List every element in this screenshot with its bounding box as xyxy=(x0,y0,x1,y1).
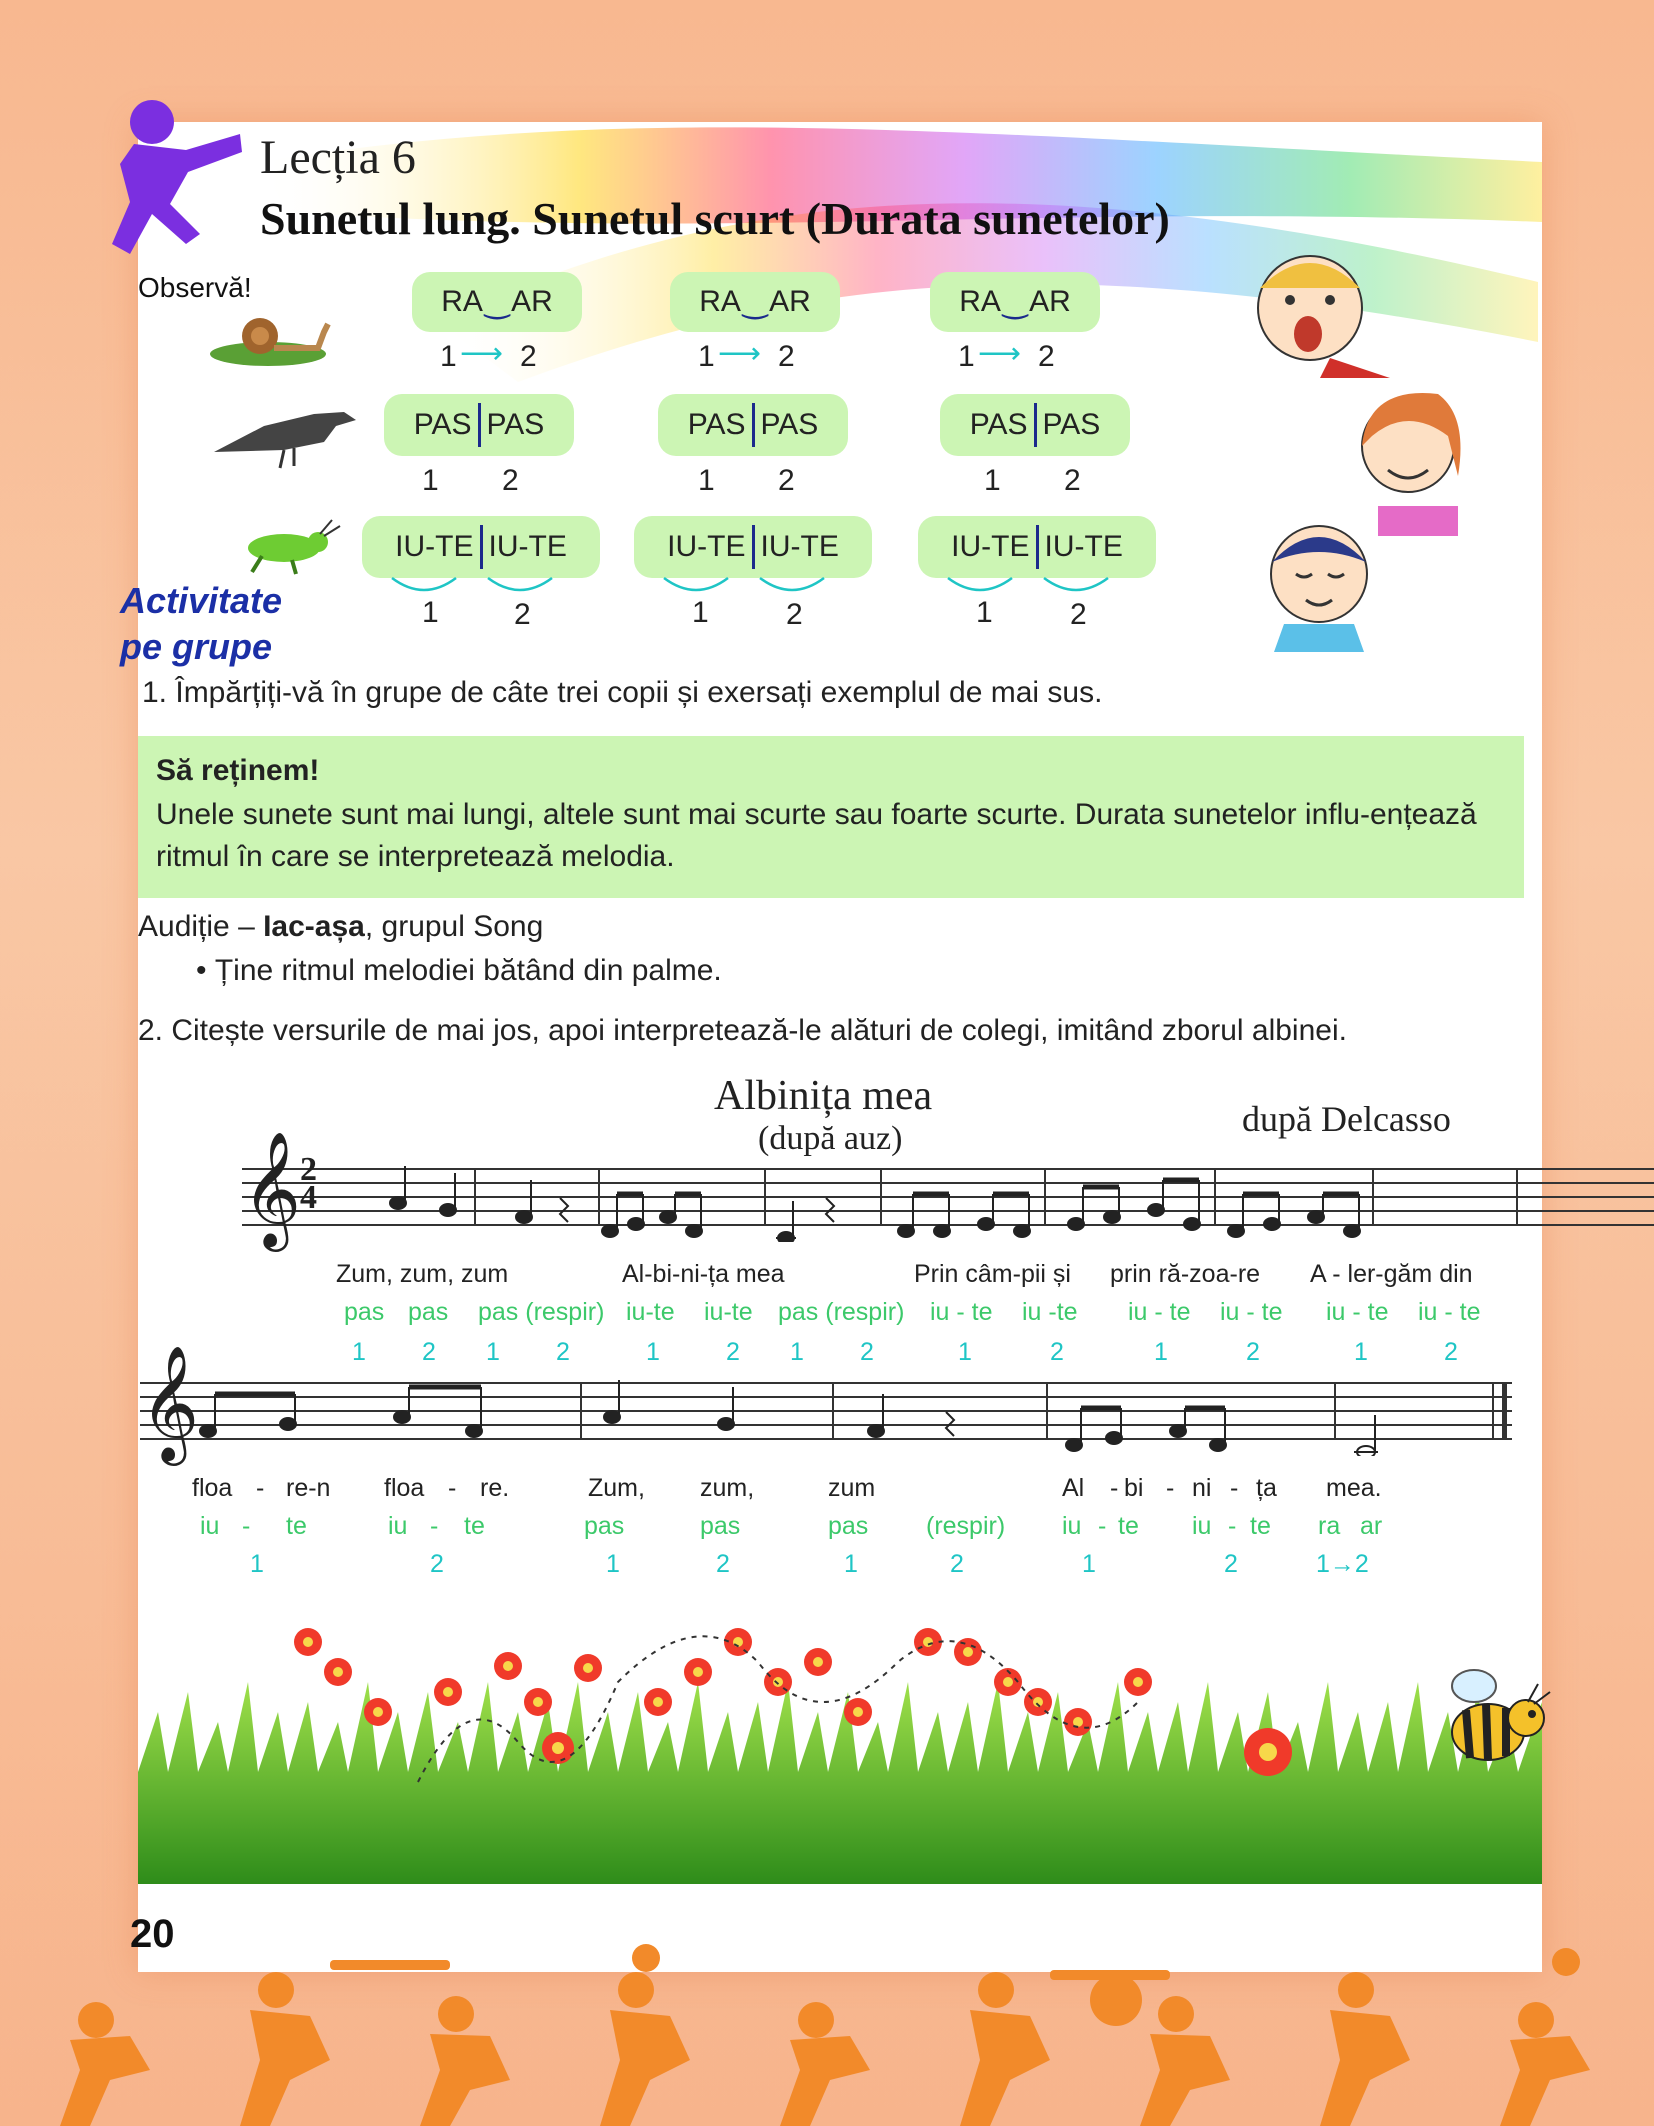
audition-suffix: , grupul Song xyxy=(364,910,544,943)
grasshopper-icon xyxy=(232,516,342,576)
pill-syllable: PAS xyxy=(687,408,746,441)
pill-short-1 xyxy=(362,516,600,578)
short-note-arcs xyxy=(362,574,1162,604)
lyric: zum xyxy=(828,1474,876,1502)
rhythm-syllable: - xyxy=(1098,1512,1107,1540)
pill-syllable: AR xyxy=(1029,285,1071,318)
time-sig-top: 2 xyxy=(300,1151,317,1188)
rhythm-syllable: te xyxy=(1250,1512,1271,1540)
pill-syllable: PAS xyxy=(486,408,545,441)
count-number: 2 xyxy=(1246,1338,1260,1366)
audition-line xyxy=(138,910,543,944)
pill-syllable: PAS xyxy=(413,408,472,441)
rhythm-syllable: ar xyxy=(1360,1512,1383,1540)
trumpeter-silhouette-icon xyxy=(90,94,250,274)
rhythm-syllable: pas (respir) xyxy=(778,1298,905,1326)
pill-syllable: IU-TE xyxy=(667,530,746,563)
pill-syllable: IU-TE xyxy=(760,530,839,563)
rhythm-syllable: pas xyxy=(700,1512,741,1540)
lyric: A - ler-găm din xyxy=(1310,1260,1473,1288)
lyric: Al xyxy=(1062,1474,1085,1502)
count-number: 1→2 xyxy=(1316,1550,1369,1578)
treble-clef-icon: 𝄞 xyxy=(242,1134,302,1245)
lyric: floa xyxy=(192,1474,233,1502)
count-number: 1 xyxy=(984,464,1001,497)
bee-icon xyxy=(1428,1662,1558,1772)
pill-syllable: RA xyxy=(441,285,483,318)
count-number: 2 xyxy=(1050,1338,1064,1366)
grass-flowers-illustration xyxy=(138,1622,1542,1884)
count-number: 2 xyxy=(422,1338,436,1366)
remember-heading: Să reținem! xyxy=(156,754,320,787)
arrow-right-icon: ⟶ xyxy=(718,337,762,370)
arrow-right-icon: ⟶ xyxy=(460,337,504,370)
lyric: - xyxy=(1166,1474,1175,1502)
lesson-number: Lecția 6 xyxy=(260,131,416,184)
lyric: Zum, xyxy=(588,1474,645,1502)
lyric: bi xyxy=(1124,1474,1144,1502)
pill-syllable: AR xyxy=(511,285,553,318)
lyric: re-n xyxy=(286,1474,331,1502)
pill-long-3: RA ‿ AR xyxy=(930,272,1100,332)
observe-label: Observă! xyxy=(138,272,252,303)
rhythm-syllable: iu-te xyxy=(704,1298,753,1326)
pill-syllable: PAS xyxy=(969,408,1028,441)
audition-prefix: Audiție – xyxy=(138,910,264,943)
rhythm-syllable: iu xyxy=(200,1512,220,1540)
lyric: - xyxy=(448,1474,457,1502)
count-number: 1 xyxy=(790,1338,804,1366)
pill-syllable: PAS xyxy=(1042,408,1101,441)
page-number: 20 xyxy=(130,1912,175,1956)
pill-long-2: RA ‿ AR xyxy=(670,272,840,332)
boy-humming-illustration xyxy=(1244,512,1394,652)
pill-medium-1 xyxy=(384,394,574,456)
lyric: - xyxy=(1230,1474,1239,1502)
count-number: 2 xyxy=(860,1338,874,1366)
pill-syllable: IU-TE xyxy=(1044,530,1123,563)
rhythm-syllable: iu-te xyxy=(626,1298,675,1326)
count-number: 1 xyxy=(1082,1550,1096,1578)
lyric: Zum, zum, zum xyxy=(336,1260,509,1288)
singing-boy-illustration xyxy=(1230,238,1390,378)
count-number: 2 xyxy=(430,1550,444,1578)
pill-syllable: RA xyxy=(699,285,741,318)
count-number: 2 xyxy=(520,340,537,373)
rhythm-syllable: ra xyxy=(1318,1512,1341,1540)
count-number: 1 xyxy=(698,464,715,497)
rhythm-syllable: iu -te xyxy=(1022,1298,1078,1326)
count-number: 1 xyxy=(958,1338,972,1366)
rhythm-syllable: - xyxy=(242,1512,251,1540)
rhythm-syllable: pas xyxy=(344,1298,385,1326)
count-number: 1 xyxy=(844,1550,858,1578)
song-subtitle: (după auz) xyxy=(758,1120,903,1157)
count-number: 1 xyxy=(352,1338,366,1366)
count-number: 2 xyxy=(778,464,795,497)
remember-body: Unele sunete sunt mai lungi, altele sunt mai scurte sau foarte scurte. Durata sunetelor influ-ențează ritmul în care se interpretează melodia. xyxy=(156,798,1477,873)
bird-icon xyxy=(204,392,364,472)
count-number: 1 xyxy=(440,340,457,373)
rhythm-syllable: pas xyxy=(584,1512,625,1540)
time-sig-bottom: 4 xyxy=(300,1179,317,1216)
lyric: zum, xyxy=(700,1474,755,1502)
count-number: 2 xyxy=(778,340,795,373)
lyric: prin ră-zoa-re xyxy=(1110,1260,1261,1288)
lyric: mea. xyxy=(1326,1474,1382,1502)
count-number: 2 xyxy=(1064,464,1081,497)
count-number: 1 xyxy=(958,340,975,373)
rhythm-syllable: pas xyxy=(408,1298,449,1326)
rhythm-syllable: iu xyxy=(1062,1512,1082,1540)
count-number: 2 xyxy=(1038,340,1055,373)
pill-syllable: RA xyxy=(959,285,1001,318)
pill-syllable: AR xyxy=(769,285,811,318)
activity-label-line1: Activitate xyxy=(120,580,283,621)
rhythm-syllable: pas xyxy=(828,1512,869,1540)
rhythm-syllable: te xyxy=(286,1512,307,1540)
task-1: 1. Împărțiți-vă în grupe de câte trei copii și exersați exemplul de mai sus. xyxy=(142,676,1103,709)
lyric: - xyxy=(1110,1474,1119,1502)
staff-1-notes xyxy=(338,1122,1538,1242)
musicians-silhouette-band xyxy=(0,1940,1654,2126)
treble-clef-icon: 𝄞 xyxy=(140,1348,200,1459)
pill-short-2 xyxy=(634,516,872,578)
count-number: 2 xyxy=(1444,1338,1458,1366)
lyric: ni xyxy=(1192,1474,1212,1502)
pill-medium-3 xyxy=(940,394,1130,456)
count-number: 2 xyxy=(514,598,531,631)
count-number: 1 xyxy=(486,1338,500,1366)
count-number: 1 xyxy=(422,464,439,497)
count-number: 1 xyxy=(250,1550,264,1578)
rhythm-syllable: te xyxy=(464,1512,485,1540)
time-signature xyxy=(300,1151,317,1216)
count-number: 2 xyxy=(786,598,803,631)
song-title: Albinița mea xyxy=(714,1073,933,1119)
lyric: ța xyxy=(1256,1474,1277,1502)
staff-2-notes xyxy=(138,1336,1498,1459)
arrow-right-icon: ⟶ xyxy=(978,337,1022,370)
rhythm-bullet: • Ține ritmul melodiei bătând din palme. xyxy=(196,954,722,987)
count-number: 1 xyxy=(422,596,439,629)
rhythm-syllable: iu - te xyxy=(1326,1298,1389,1326)
textbook-page xyxy=(120,122,1542,1972)
pill-syllable: IU-TE xyxy=(951,530,1030,563)
lyric: Prin câm-pii și xyxy=(914,1260,1071,1288)
rhythm-syllable: iu - te xyxy=(930,1298,993,1326)
rhythm-syllable: - xyxy=(430,1512,439,1540)
count-number: 2 xyxy=(502,464,519,497)
song-author: după Delcasso xyxy=(1242,1099,1451,1139)
pill-medium-2 xyxy=(658,394,848,456)
pill-long-1: RA ‿ AR xyxy=(412,272,582,332)
count-number: 1 xyxy=(976,596,993,629)
lyric: re. xyxy=(480,1474,510,1502)
count-number: 2 xyxy=(1224,1550,1238,1578)
lyric: - xyxy=(256,1474,265,1502)
count-number: 1 xyxy=(606,1550,620,1578)
remember-box xyxy=(138,736,1524,898)
task-2: 2. Citește versurile de mai jos, apoi interpretează-le alături de colegi, imitând zborul albinei. xyxy=(138,1014,1347,1047)
rhythm-syllable: te xyxy=(1118,1512,1139,1540)
pill-short-3 xyxy=(918,516,1156,578)
lyric: floa xyxy=(384,1474,425,1502)
count-number: 2 xyxy=(726,1338,740,1366)
pill-syllable: IU-TE xyxy=(395,530,474,563)
rhythm-syllable: pas (respir) xyxy=(478,1298,605,1326)
count-number: 1 xyxy=(698,340,715,373)
pill-syllable: PAS xyxy=(760,408,819,441)
rhythm-syllable: iu xyxy=(388,1512,408,1540)
rhythm-syllable: (respir) xyxy=(926,1512,1006,1540)
rhythm-syllable: iu - te xyxy=(1220,1298,1283,1326)
rhythm-syllable: iu - te xyxy=(1418,1298,1481,1326)
activity-label-line2: pe grupe xyxy=(120,626,273,667)
count-number: 1 xyxy=(1154,1338,1168,1366)
count-number: 2 xyxy=(716,1550,730,1578)
rhythm-syllable: - xyxy=(1228,1512,1237,1540)
rhythm-syllable: iu - te xyxy=(1128,1298,1191,1326)
count-number: 1 xyxy=(646,1338,660,1366)
count-number: 2 xyxy=(950,1550,964,1578)
count-number: 2 xyxy=(556,1338,570,1366)
lesson-title: Sunetul lung. Sunetul scurt (Durata sunetelor) xyxy=(260,193,1170,244)
snail-icon xyxy=(208,302,338,372)
lyric: Al-bi-ni-ța mea xyxy=(622,1260,785,1288)
count-number: 2 xyxy=(1070,598,1087,631)
count-number: 1 xyxy=(692,596,709,629)
rhythm-syllable: iu xyxy=(1192,1512,1212,1540)
count-number: 1 xyxy=(1354,1338,1368,1366)
audition-song: Iac-așa xyxy=(263,910,365,943)
pill-syllable: IU-TE xyxy=(488,530,567,563)
